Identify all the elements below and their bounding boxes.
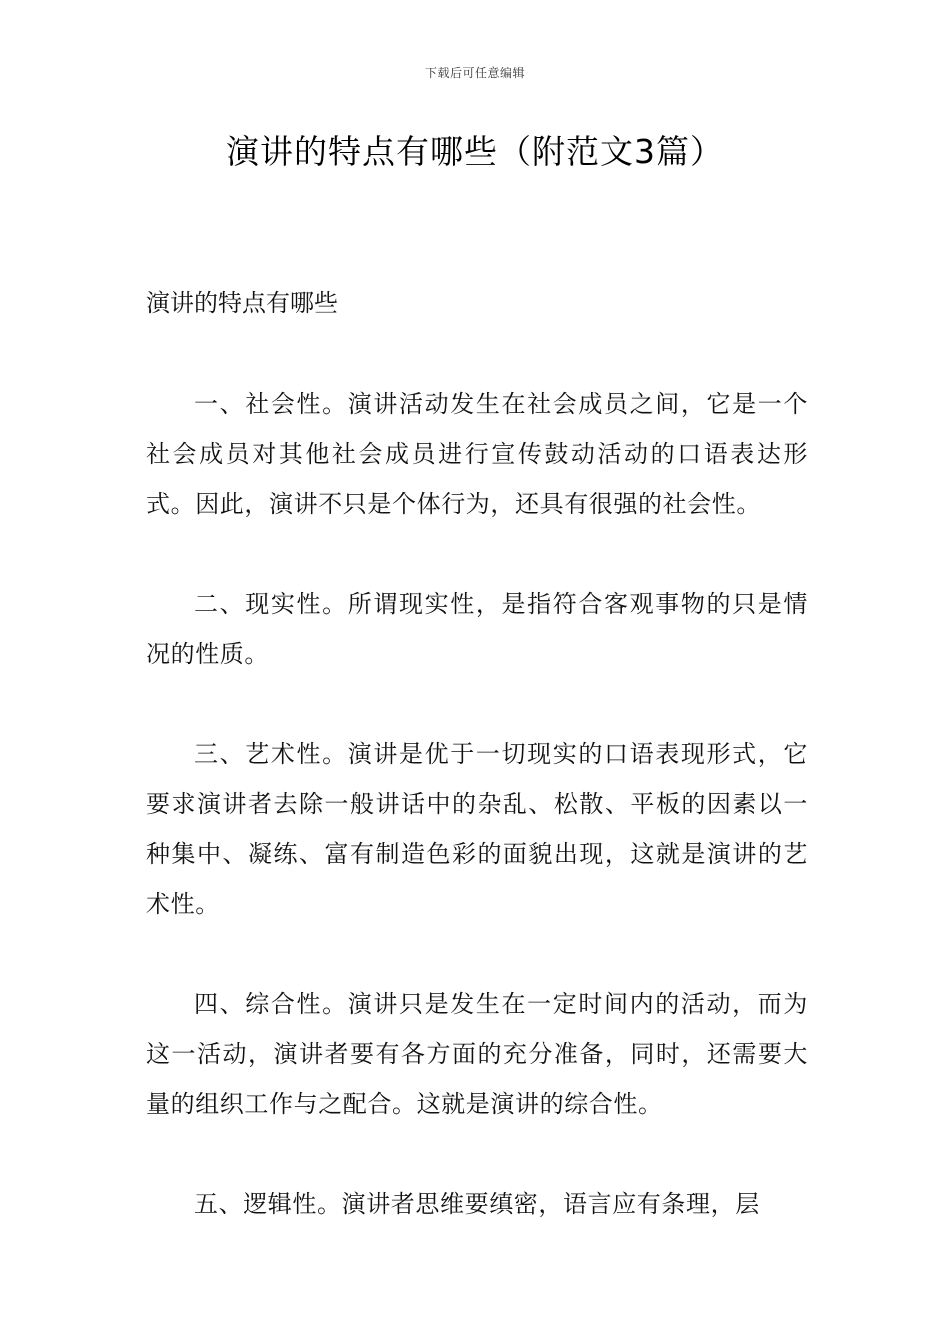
paragraph-comprehensive: 四、综合性。演讲只是发生在一定时间内的活动，而为这一活动，演讲者要有各方面的充分准备，同时，还需要大量的组织工作与之配合。这就是演讲的综合性。 <box>146 990 808 1118</box>
paragraph-logic: 五、逻辑性。演讲者思维要缜密，语言应有条理，层 <box>194 1190 760 1218</box>
paragraph-artistry: 三、艺术性。演讲是优于一切现实的口语表现形式，它要求演讲者去除一般讲话中的杂乱、松散、平板的因素以一种集中、凝练、富有制造色彩的面貌出现，这就是演讲的艺术性。 <box>146 740 808 918</box>
document-body <box>146 279 808 1279</box>
section-heading: 演讲的特点有哪些 <box>146 289 338 317</box>
document-title: 演讲的特点有哪些（附范文3篇） <box>226 132 724 171</box>
paragraph-social: 一、社会性。演讲活动发生在社会成员之间，它是一个社会成员对其他社会成员进行宣传鼓动活动的口语表达形式。因此，演讲不只是个体行为，还具有很强的社会性。 <box>146 390 808 518</box>
header-note: 下载后可任意编辑 <box>424 66 525 80</box>
paragraph-reality: 二、现实性。所谓现实性，是指符合客观事物的只是情况的性质。 <box>146 590 808 668</box>
